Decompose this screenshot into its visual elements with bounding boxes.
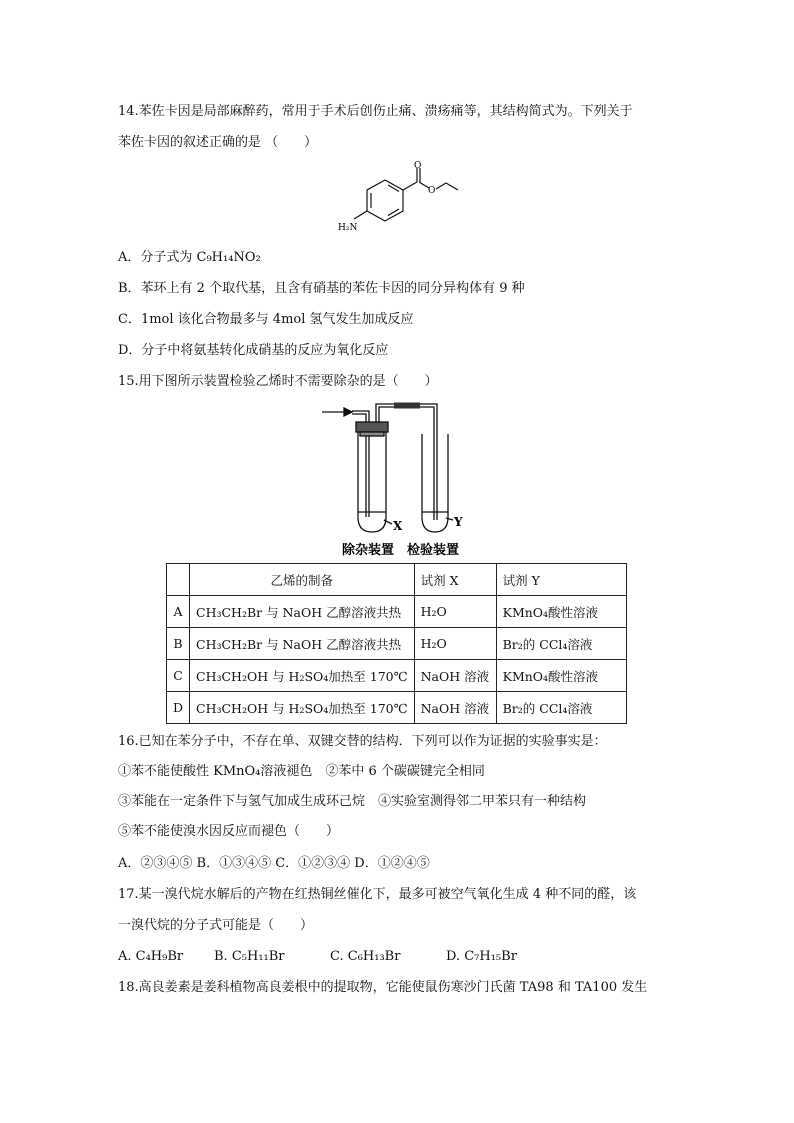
detection-test-tube: [422, 434, 448, 532]
table-cell: H₂O: [414, 596, 496, 628]
table-header-cell: 试剂 X: [414, 564, 496, 596]
amino-bond: [354, 211, 367, 219]
table-cell: D: [167, 692, 190, 724]
table-cell: C: [167, 660, 190, 692]
benzocaine-structure-figure: [333, 160, 463, 240]
q14-option-d: D．分子中将氨基转化成硝基的反应为氧化反应: [118, 343, 389, 358]
q17-option-a: A. C₄H₉Br: [118, 949, 184, 964]
apparatus-figure: [322, 402, 482, 562]
q14-option-b: B．苯环上有 2 个取代基，且含有硝基的苯佐卡因的同分异构体有 9 种: [118, 281, 525, 296]
q15-stem: 15.用下图所示装置检验乙烯时不需要除杂的是（ ）: [118, 374, 438, 389]
q14-stem-line1: 14.苯佐卡因是局部麻醉药，常用于手术后创伤止痛、溃疡痛等，其结构简式为。下列关于: [118, 104, 633, 119]
q17-stem-line2: 一溴代烷的分子式可能是（ ）: [118, 918, 314, 933]
rubber-stopper: [356, 422, 388, 432]
table-cell: CH₃CH₂OH 与 H₂SO₄加热至 170℃: [190, 692, 415, 724]
amino-group-label: H₂N: [338, 223, 358, 233]
table-cell: B: [167, 628, 190, 660]
scrubber-test-tube: [358, 424, 386, 532]
table-row: [167, 628, 627, 660]
reagent-y-label: Y: [454, 515, 463, 529]
table-cell: Br₂的 CCl₄溶液: [496, 628, 626, 660]
table-header-cell: [167, 564, 190, 596]
apparatus-caption: 除杂装置 检验装置: [342, 543, 460, 558]
q16-statement-1-2: ①苯不能使酸性 KMnO₄溶液褪色 ②苯中 6 个碳碳键完全相同: [118, 764, 485, 779]
q14-option-a: A．分子式为 C₉H₁₄NO₂: [118, 250, 261, 265]
table-header-cell: 乙烯的制备: [190, 564, 415, 596]
table-cell: CH₃CH₂Br 与 NaOH 乙醇溶液共热: [190, 596, 415, 628]
carbonyl-oxygen-label: O: [414, 161, 422, 171]
q18-stem-line1: 18.高良姜素是姜科植物高良姜根中的提取物，它能使鼠伤寒沙门氏菌 TA98 和 TA100 发生: [118, 980, 648, 995]
table-header-row: [167, 564, 627, 596]
q16-statement-5: ⑤苯不能使溴水因反应而褪色（ ）: [118, 824, 340, 839]
q14-option-c: C．1mol 该化合物最多与 4mol 氢气发生加成反应: [118, 312, 414, 327]
table-cell: KMnO₄酸性溶液: [496, 596, 626, 628]
table-cell: CH₃CH₂OH 与 H₂SO₄加热至 170℃: [190, 660, 415, 692]
table-header-cell: 试剂 Y: [496, 564, 626, 596]
q16-options: A．②③④⑤ B．①③④⑤ C．①②③④ D．①②④⑤: [118, 856, 430, 871]
q16-stem: 16.已知在苯分子中，不存在单、双键交替的结构．下列可以作为证据的实验事实是：: [118, 734, 607, 749]
q14-stem-line2: 苯佐卡因的叙述正确的是 （ ）: [118, 135, 318, 150]
table-cell: KMnO₄酸性溶液: [496, 660, 626, 692]
table-cell: NaOH 溶液: [414, 660, 496, 692]
ester-oxygen-label: O: [428, 186, 436, 196]
q17-option-c: C. C₆H₁₃Br: [330, 949, 401, 964]
table-row: [167, 596, 627, 628]
reagent-x-label: X: [393, 519, 403, 533]
table-cell: CH₃CH₂Br 与 NaOH 乙醇溶液共热: [190, 628, 415, 660]
q17-option-d: D. C₇H₁₅Br: [446, 949, 517, 964]
table-cell: H₂O: [414, 628, 496, 660]
table-cell: Br₂的 CCl₄溶液: [496, 692, 626, 724]
q16-statement-3-4: ③苯能在一定条件下与氢气加成生成环己烷 ④实验室测得邻二甲苯只有一种结构: [118, 794, 587, 809]
benzene-ring: [367, 180, 403, 221]
table-row: [167, 692, 627, 724]
table-row: [167, 660, 627, 692]
q17-option-b: B. C₅H₁₁Br: [214, 949, 285, 964]
q17-stem-line1: 17.某一溴代烷水解后的产物在红热铜丝催化下，最多可被空气氧化生成 4 种不同的醛，该: [118, 887, 637, 902]
reagent-table: [166, 563, 627, 724]
table-cell: A: [167, 596, 190, 628]
table-cell: NaOH 溶液: [414, 692, 496, 724]
